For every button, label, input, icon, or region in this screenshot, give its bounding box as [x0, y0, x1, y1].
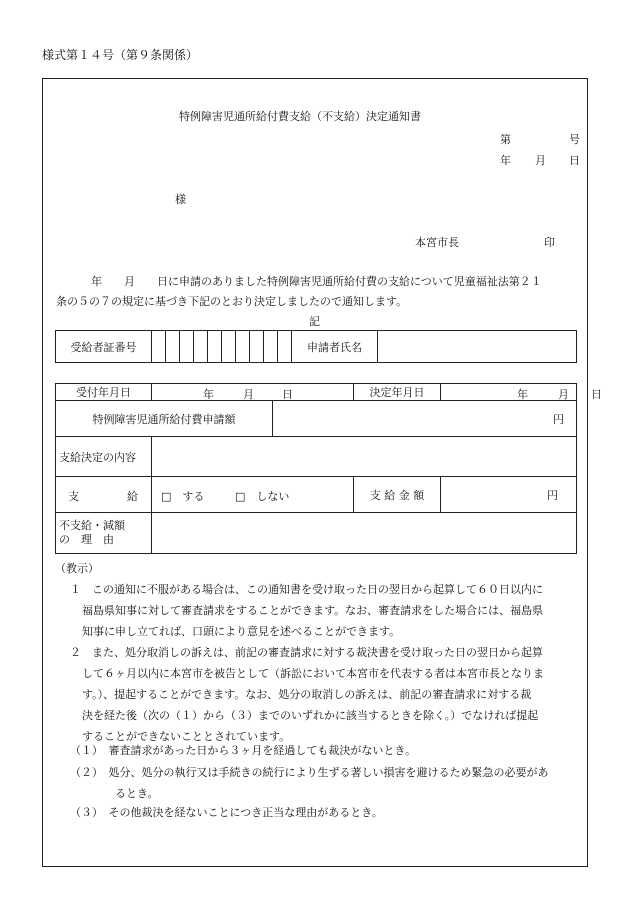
payment-amount-field[interactable]: [441, 477, 577, 513]
certificate-digit-cell[interactable]: [236, 331, 250, 363]
reason-field[interactable]: [152, 513, 577, 554]
notes-item2-line5: することができないこととされています。: [82, 730, 291, 743]
received-year: 年: [203, 387, 214, 401]
certificate-digit-cell[interactable]: [166, 331, 180, 363]
notes-item2-line1: ２ また、処分取消しの訴えは、前記の審査請求に対する裁決書を受け取った日の翌日から起算: [70, 646, 543, 659]
decision-month: 月: [558, 387, 569, 401]
certificate-digit-cell[interactable]: [222, 331, 236, 363]
received-day: 日: [282, 387, 293, 401]
doc-number-gou: 号: [569, 133, 580, 146]
payment-label-a: 支: [68, 489, 79, 503]
application-amount-field[interactable]: [273, 401, 577, 437]
application-amount-label: 特例障害児通所給付費申請額: [56, 401, 273, 437]
certificate-digit-cell[interactable]: [194, 331, 208, 363]
date-month: 月: [535, 154, 546, 167]
certificate-table: [55, 330, 577, 363]
applicant-name-label: 申請者氏名: [292, 331, 378, 363]
notes-sub2-line1: （２） 処分、処分の執行又は手続きの続行により生ずる著しい損害を避けるため緊急の必要があ: [70, 766, 549, 779]
decision-table: [55, 383, 602, 554]
notes-heading: （教示）: [55, 562, 99, 575]
received-date-field[interactable]: [152, 384, 354, 401]
certificate-number-label: 受給者証番号: [56, 331, 152, 363]
notes-sub1: （１） 審査請求があった日から３ヶ月を経過しても裁決がないとき。: [70, 744, 416, 757]
received-date-label: 受付年月日: [56, 384, 152, 401]
decision-date-label: 決定年月日: [354, 384, 441, 401]
notes-item2-line3: す。）、提起することができます。なお、処分の取消しの訴えは、前記の審査請求に対する裁: [82, 688, 532, 701]
doc-number-dai: 第: [500, 133, 511, 146]
reason-label-line-2: の 理 由: [59, 533, 114, 546]
payment-amount-unit: 円: [547, 488, 558, 502]
date-day: 日: [569, 154, 580, 167]
certificate-digit-cell[interactable]: [264, 331, 278, 363]
notes-sub3: （３） その他裁決を経ないことにつき正当な理由があるとき。: [70, 806, 383, 819]
document-title: 特例障害児通所給付費支給（不支給）決定通知書: [179, 110, 421, 123]
decision-day: 日: [591, 387, 602, 401]
body-line-1: 年 月 日に申請のありました特例障害児通所給付費の支給について児童福祉法第２１: [91, 275, 542, 288]
notes-item2-line4: 決を経た後（次の（１）から（３）までのいずれかに該当するときを除く。）でなければ提起: [82, 709, 539, 722]
decision-date-field[interactable]: [441, 384, 602, 401]
notes-item1-line3: 知事に申し立てれば、口頭により意見を述べることができます。: [82, 625, 401, 638]
decision-content-field[interactable]: [152, 437, 577, 477]
payment-label-b: 給: [127, 489, 138, 503]
payment-label: [56, 477, 152, 513]
applicant-name-field[interactable]: [378, 331, 577, 363]
payment-option-no[interactable]: □ しない: [235, 489, 290, 503]
date-year: 年: [500, 154, 511, 167]
notes-item1-line1: １ この通知に不服がある場合は、この通知書を受け取った日の翌日から起算して６０日以内に: [70, 583, 543, 596]
certificate-digit-cell[interactable]: [278, 331, 292, 363]
form-number: 様式第１４号（第９条関係）: [42, 48, 199, 62]
payment-option-yes[interactable]: □ する: [161, 489, 205, 503]
certificate-digit-cell[interactable]: [208, 331, 222, 363]
received-month: 月: [243, 387, 254, 401]
payment-amount-label: 支 給 金 額: [354, 477, 441, 513]
certificate-digit-cell[interactable]: [152, 331, 166, 363]
decision-year: 年: [517, 387, 528, 401]
certificate-digit-cell[interactable]: [180, 331, 194, 363]
notes-sub2-line2: るとき。: [115, 787, 159, 800]
reason-label-line-1: 不支給・減額: [59, 519, 125, 532]
notes-item2-line2: して６ヶ月以内に本宮市を被告として（訴訟において本宮市を代表する者は本宮市長となりま: [82, 667, 544, 680]
payment-options: [152, 477, 354, 513]
recipient-suffix: 様: [175, 193, 186, 206]
application-amount-unit: 円: [553, 412, 564, 426]
reason-label: [56, 513, 152, 554]
ki-label: 記: [309, 315, 320, 328]
notes-item1-line2: 福島県知事に対して審査請求をすることができます。なお、審査請求をした場合には、福島県: [82, 604, 544, 617]
issuer-seal: 印: [544, 236, 555, 249]
body-line-2: 条の５の７の規定に基づき下記のとおり決定しましたので通知します。: [56, 295, 408, 308]
certificate-digit-cell[interactable]: [250, 331, 264, 363]
issuer-name: 本宮市長: [415, 236, 459, 249]
decision-content-label: 支給決定の内容: [56, 437, 152, 477]
